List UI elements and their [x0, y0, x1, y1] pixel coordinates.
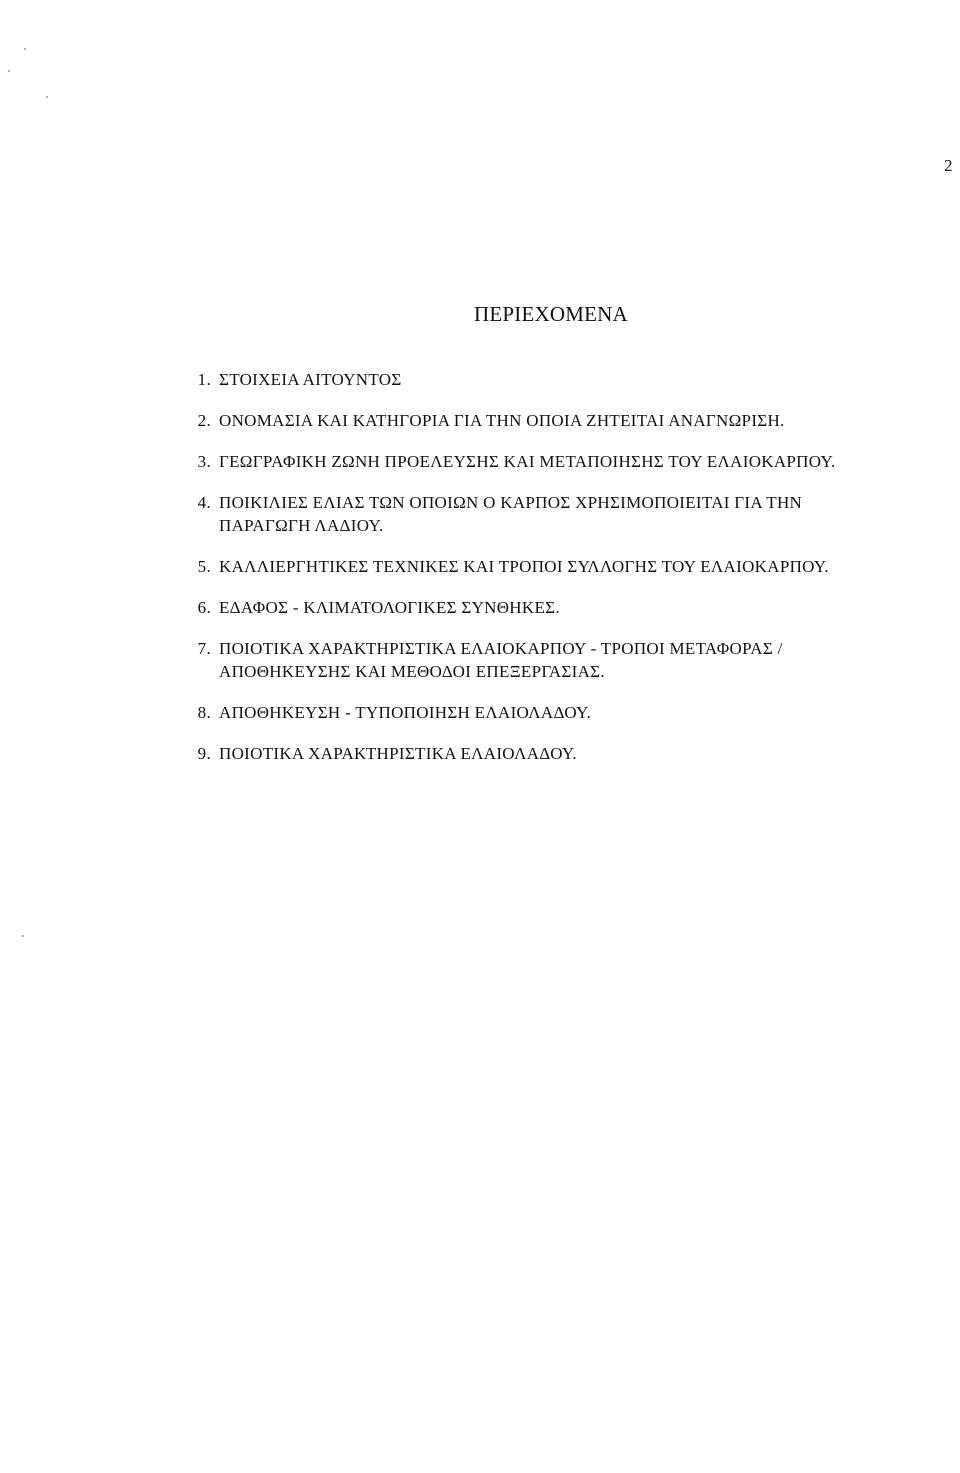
- toc-item-text: ΑΠΟΘΗΚΕΥΣΗ - ΤΥΠΟΠΟΙΗΣΗ ΕΛΑΙΟΛΑΔΟΥ.: [219, 703, 592, 722]
- scan-speck: [46, 96, 48, 98]
- toc-item-number: 5.: [197, 557, 211, 576]
- toc-item-text: ΠΟΙΚΙΛΙΕΣ ΕΛΙΑΣ ΤΩΝ ΟΠΟΙΩΝ Ο ΚΑΡΠΟΣ ΧΡΗΣΙΜΟΠΟΙΕΙΤΑΙ ΓΙΑ ΤΗΝ ΠΑΡΑΓΩΓΗ ΛΑΔΙΟΥ.: [219, 493, 803, 535]
- toc-item: [185, 368, 885, 391]
- toc-item-text: ΕΔΑΦΟΣ - ΚΛΙΜΑΤΟΛΟΓΙΚΕΣ ΣΥΝΘΗΚΕΣ.: [219, 598, 560, 617]
- toc-item-text: ΓΕΩΓΡΑΦΙΚΗ ΖΩΝΗ ΠΡΟΕΛΕΥΣΗΣ ΚΑΙ ΜΕΤΑΠΟΙΗΣΗΣ ΤΟΥ ΕΛΑΙΟΚΑΡΠΟΥ.: [219, 452, 836, 471]
- toc-item: [185, 701, 885, 724]
- toc-item-number: 7.: [197, 639, 211, 658]
- toc-item-number: 3.: [197, 452, 211, 471]
- toc-item: [185, 409, 885, 432]
- toc-item-text: ΚΑΛΛΙΕΡΓΗΤΙΚΕΣ ΤΕΧΝΙΚΕΣ ΚΑΙ ΤΡΟΠΟΙ ΣΥΛΛΟΓΗΣ ΤΟΥ ΕΛΑΙΟΚΑΡΠΟΥ.: [219, 557, 829, 576]
- page-title: ΠΕΡΙΕΧΟΜΕΝΑ: [474, 302, 628, 326]
- toc-item-text: ΠΟΙΟΤΙΚΑ ΧΑΡΑΚΤΗΡΙΣΤΙΚΑ ΕΛΑΙΟΛΑΔΟΥ.: [219, 744, 577, 763]
- toc-item-number: 6.: [197, 598, 211, 617]
- scan-speck: [24, 48, 26, 50]
- scan-speck: [22, 935, 24, 937]
- toc-item-number: 8.: [197, 703, 211, 722]
- toc-item-number: 2.: [197, 411, 211, 430]
- toc-item: [185, 555, 885, 578]
- toc-item: [185, 450, 885, 473]
- toc-item-text: ΟΝΟΜΑΣΙΑ ΚΑΙ ΚΑΤΗΓΟΡΙΑ ΓΙΑ ΤΗΝ ΟΠΟΙΑ ΖΗΤΕΙΤΑΙ ΑΝΑΓΝΩΡΙΣΗ.: [219, 411, 785, 430]
- toc-item-number: 1.: [197, 370, 211, 389]
- scan-speck: [8, 70, 10, 72]
- toc-item: [185, 742, 885, 765]
- toc-item-number: 9.: [197, 744, 211, 763]
- toc-item: [185, 491, 885, 537]
- toc-item-number: 4.: [197, 493, 211, 512]
- toc-item: [185, 637, 885, 683]
- page-number: 2: [944, 156, 953, 175]
- toc-item-text: ΠΟΙΟΤΙΚΑ ΧΑΡΑΚΤΗΡΙΣΤΙΚΑ ΕΛΑΙΟΚΑΡΠΟΥ - ΤΡΟΠΟΙ ΜΕΤΑΦΟΡΑΣ / ΑΠΟΘΗΚΕΥΣΗΣ ΚΑΙ ΜΕΘΟΔΟΙ ΕΠΕΞΕΡΓΑΣΙΑΣ.: [219, 639, 783, 681]
- toc-item: [185, 596, 885, 619]
- toc-item-text: ΣΤΟΙΧΕΙΑ ΑΙΤΟΥΝΤΟΣ: [219, 370, 402, 389]
- table-of-contents: [185, 368, 885, 783]
